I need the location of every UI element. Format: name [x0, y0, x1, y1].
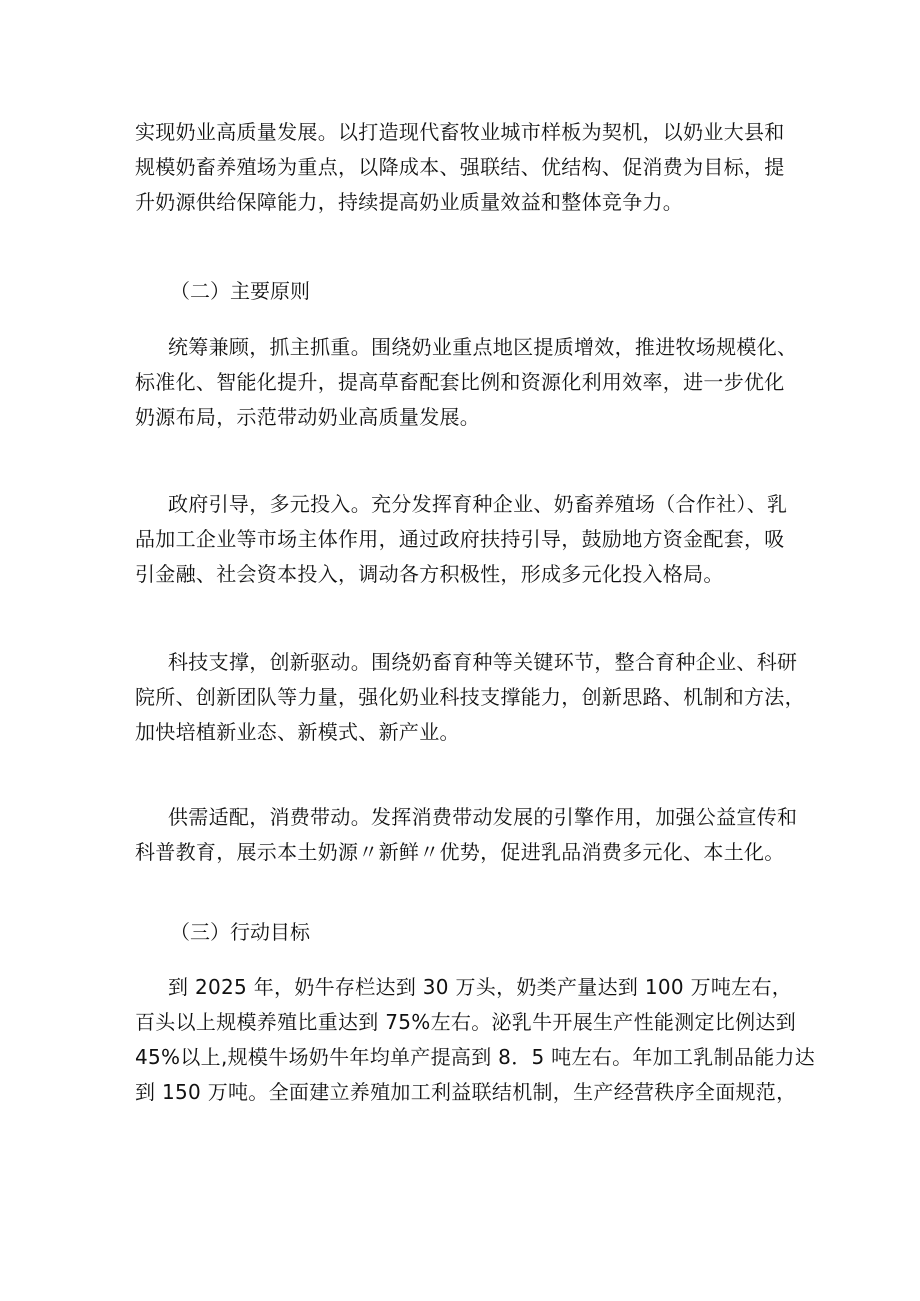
- text-line: 科普教育，展示本土奶源〃新鲜〃优势，促进乳品消费多元化、本土化。: [135, 840, 785, 864]
- paragraph-principle-government: [135, 487, 815, 592]
- text-line: 升奶源供给保障能力，持续提高奶业质量效益和整体竞争力。: [135, 190, 684, 214]
- text-line: 引金融、社会资本投入，调动各方积极性，形成多元化投入格局。: [135, 562, 724, 586]
- text-line: 百头以上规模养殖比重达到 75%左右。泌乳牛开展生产性能测定比例达到: [135, 1010, 797, 1034]
- text-line: 45%以上,规模牛场奶牛年均单产提高到 8．5 吨左右。年加工乳制品能力达: [135, 1045, 816, 1069]
- text-line: 政府引导，多元投入。充分发挥育种企业、奶畜养殖场（合作社）、乳: [168, 492, 788, 516]
- paragraph-goals: [135, 970, 815, 1110]
- paragraph-principle-consumption: [135, 800, 815, 870]
- text-line: 科技支撑，创新驱动。围绕奶畜育种等关键环节，整合育种企业、科研: [168, 650, 798, 674]
- text-line: 标准化、智能化提升，提高草畜配套比例和资源化利用效率，进一步优化: [135, 370, 785, 394]
- text-line: 院所、创新团队等力量，强化奶业科技支撑能力，创新思路、机制和方法，: [135, 685, 805, 709]
- paragraph-intro-continuation: [135, 115, 815, 220]
- text-line: 供需适配，消费带动。发挥消费带动发展的引擎作用，加强公益宣传和: [168, 805, 798, 829]
- section-heading-goals: （三）行动目标: [170, 920, 310, 944]
- text-line: 实现奶业高质量发展。以打造现代畜牧业城市样板为契机，以奶业大县和: [135, 120, 785, 144]
- text-line: 品加工企业等市场主体作用，通过政府扶持引导，鼓励地方资金配套，吸: [135, 527, 785, 551]
- paragraph-principle-overall: [135, 330, 815, 435]
- text-line: 到 150 万吨。全面建立养殖加工利益联结机制，生产经营秩序全面规范，: [135, 1080, 797, 1104]
- text-line: 规模奶畜养殖场为重点，以降成本、强联结、优结构、促消费为目标，提: [135, 155, 785, 179]
- section-heading-principles: （二）主要原则: [170, 279, 310, 303]
- text-line: 到 2025 年，奶牛存栏达到 30 万头，奶类产量达到 100 万吨左右，: [168, 975, 793, 999]
- paragraph-principle-technology: [135, 645, 815, 750]
- text-line: 加快培植新业态、新模式、新产业。: [135, 720, 460, 744]
- text-line: 统筹兼顾，抓主抓重。围绕奶业重点地区提质增效，推进牧场规模化、: [168, 335, 798, 359]
- text-line: 奶源布局，示范带动奶业高质量发展。: [135, 405, 481, 429]
